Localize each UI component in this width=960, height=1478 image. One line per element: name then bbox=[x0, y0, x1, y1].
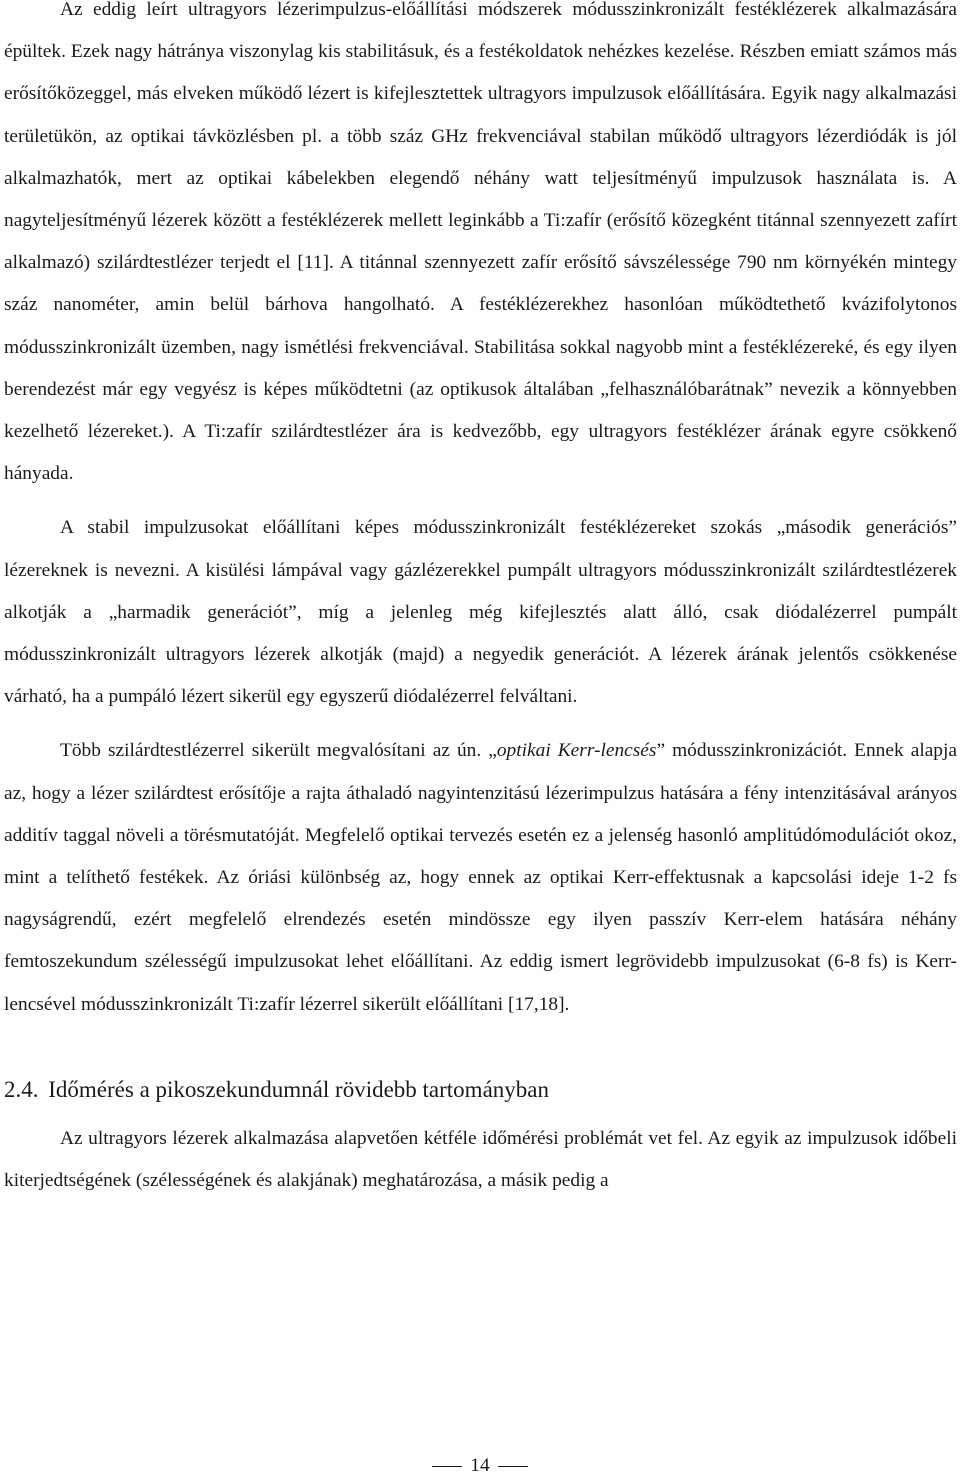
section-number: 2.4. bbox=[4, 1076, 39, 1102]
paragraph-3 bbox=[4, 730, 957, 1025]
page-number: 14 bbox=[470, 1455, 490, 1476]
document-page bbox=[4, 0, 957, 1202]
footer-dash-right bbox=[498, 1466, 528, 1467]
footer-dash-left bbox=[432, 1466, 462, 1467]
section-heading bbox=[4, 1062, 957, 1118]
section-title: Időmérés a pikoszekundumnál rövidebb tartományban bbox=[48, 1076, 549, 1102]
paragraph-2: A stabil impulzusokat előállítani képes módusszinkronizált festéklézereket szokás „második generációs” lézereknek is nevezni. A kisülési lámpával vagy gázlézerekkel pumpált ultragyors módusszinkronizált szilárdtestlézerek alkotják a „harmadik generációt”, míg a jelenleg még kifejlesztés alatt álló, csak diódalézerrel pumpált módusszinkronizált ultragyors lézerek alkotják (majd) a negyedik generációt. A lézerek árának jelentős csökkenése várható, ha a pumpáló lézert sikerül egy egyszerű diódalézerrel felváltani. bbox=[4, 517, 957, 708]
paragraph-4: Az ultragyors lézerek alkalmazása alapvetően kétféle időmérési problémát vet fel. Az egyik az impulzusok időbeli kiterjedtségének (szélességének és alakjának) meghatározása, a másik pedig a bbox=[4, 1127, 957, 1192]
paragraph-3-rest: ” módusszinkronizációt. Ennek alapja az, hogy a lézer szilárdtest erősítője a rajta áthaladó nagyintenzitású lézerimpulzus hatására a fény intenzitásával arányos additív taggal növeli a törésmutatóját. Megfelelő optikai tervezés esetén ez a jelenség hasonló amplitúdómodulációt okoz, mint a telíthető festékek. Az óriási különbség az, hogy ennek az optikai Kerr-effektusnak a kapcsolási ideje 1-2 fs nagyságrendű, ezért megfelelő elrendezés esetén mindössze egy ilyen passzív Kerr-elem hatására néhány femtoszekundum szélességű impulzusokat lehet előállítani. Az eddig ismert legrövidebb impulzusokat (6-8 fs) is Kerr-lencsével módusszinkronizált Ti:zafír lézerrel sikerült előállítani [17,18]. bbox=[4, 740, 957, 1015]
paragraph-1: Az eddig leírt ultragyors lézerimpulzus-előállítási módszerek módusszinkronizált festéklézerek alkalmazására épültek. Ezek nagy hátránya viszonylag kis stabilitásuk, és a festékoldatok nehézkes kezelése. Részben emiatt számos más erősítőközeggel, más elveken működő lézert is kifejlesztettek ultragyors impulzusok előállítására. Egyik nagy alkalmazási területükön, az optikai távközlésben pl. a több száz GHz frekvenciával stabilan működő ultragyors lézerdiódák is jól alkalmazhatók, mert az optikai kábelekben elegendő néhány watt teljesítményű impulzusok használata is. A nagyteljesítményű lézerek között a festéklézerek mellett leginkább a Ti:zafír (erősítő közegként titánnal szennyezett zafírt alkalmazó) szilárdtestlézer terjedt el [11]. A titánnal szennyezett zafír erősítő sávszélessége 790 nm környékén mintegy száz nanométer, amin belül bárhova hangolható. A festéklézerekhez hasonlóan működtethető kvázifolytonos módusszinkronizált üzemben, nagy ismétlési frekvenciával. Stabilitása sokkal nagyobb mint a festéklézereké, és egy ilyen berendezést már egy vegyész is képes működtetni (az optikusok általában „felhasználóbarátnak” nevezik a könnyebben kezelhető lézereket.). A Ti:zafír szilárdtestlézer ára is kedvezőbb, egy ultragyors festéklézer árának egyre csökkenő hányada. bbox=[4, 0, 957, 485]
paragraph-3-italic-term: optikai Kerr-lencsés bbox=[496, 740, 657, 762]
page-footer bbox=[0, 1455, 960, 1477]
paragraph-3-start: Több szilárdtestlézerrel sikerült megvalósítani az ún. „ bbox=[60, 740, 497, 762]
